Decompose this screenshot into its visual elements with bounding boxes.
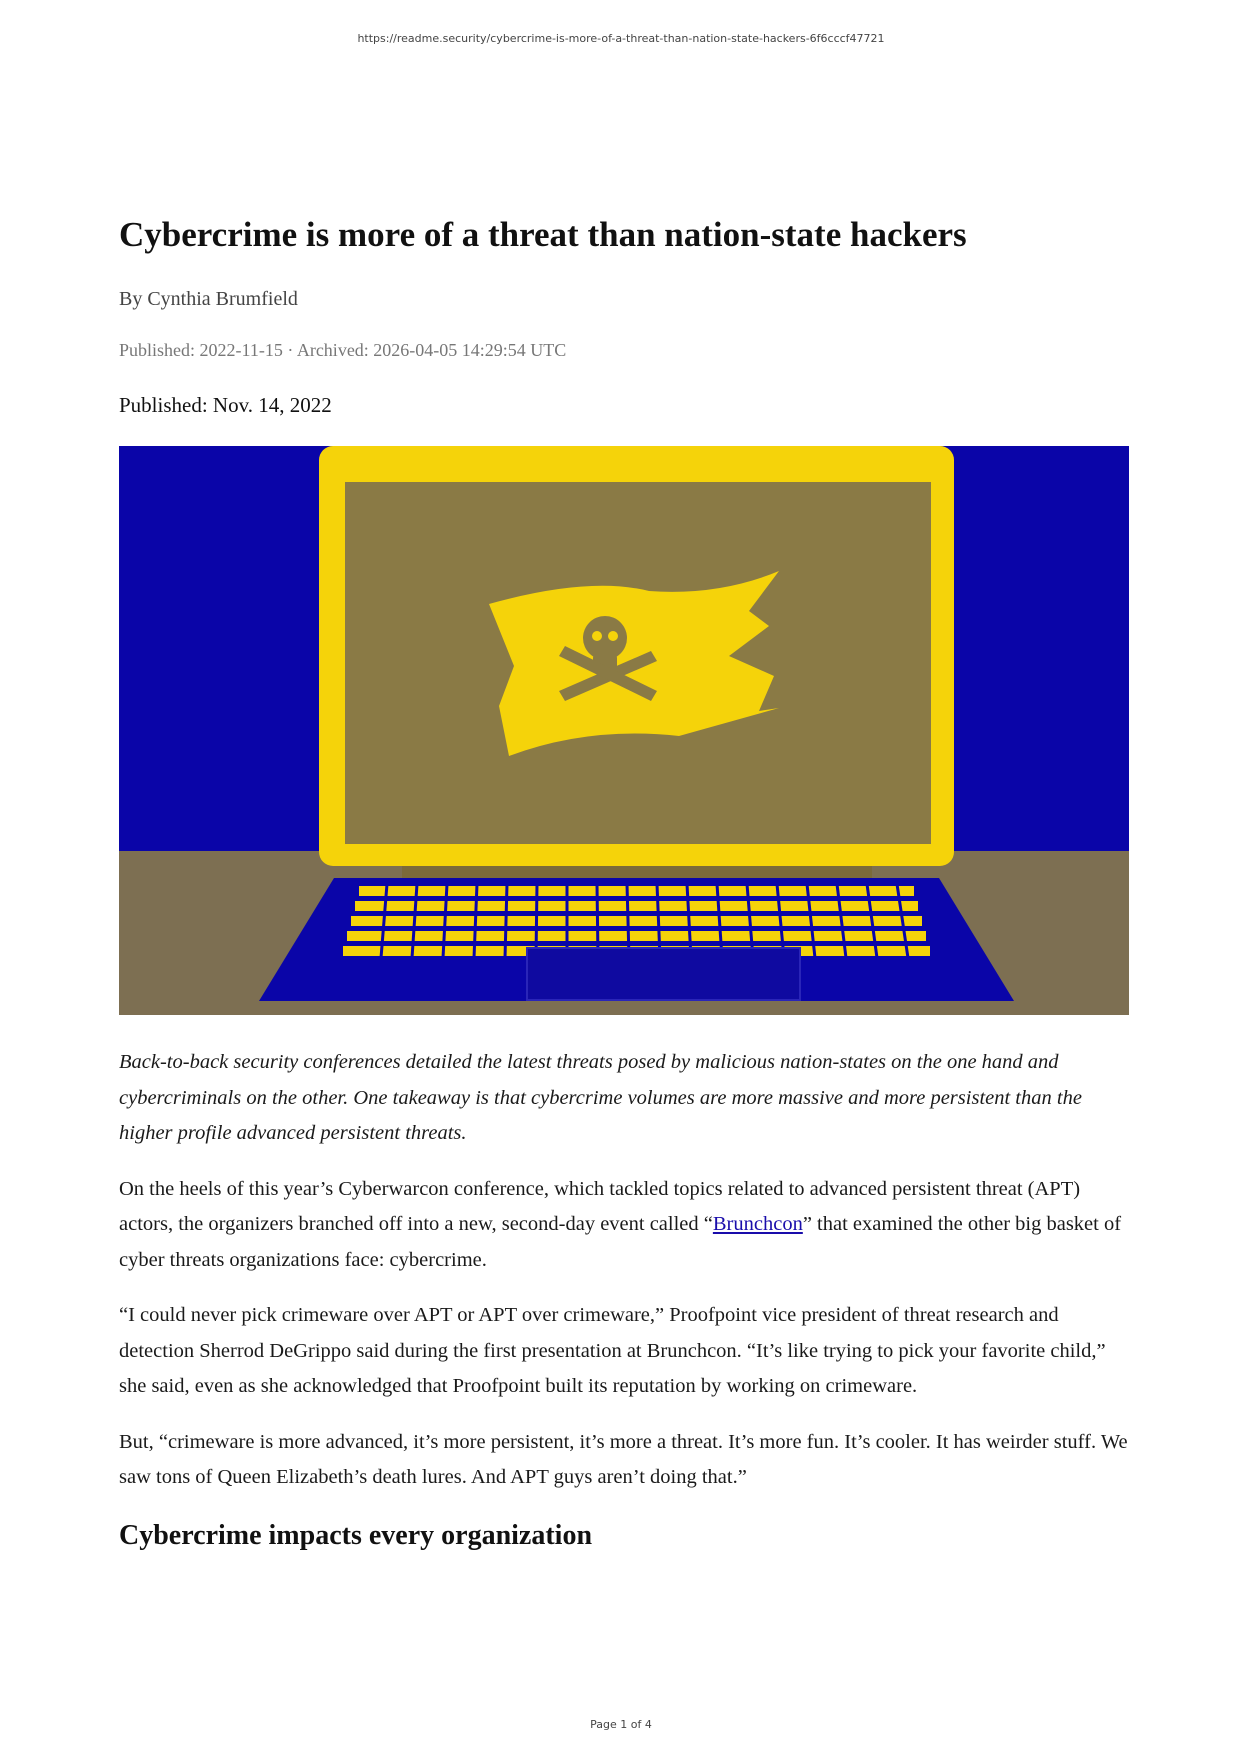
hero-image-laptop-pirate-flag [119, 446, 1129, 1015]
article-title: Cybercrime is more of a threat than nation-state hackers [119, 215, 967, 254]
article-meta: Published: 2022-11-15 · Archived: 2026-04-05 14:29:54 UTC [119, 340, 567, 360]
paragraph-text: On the heels of this year’s Cyberwarcon conference, which tackled topics related to advanced persistent threat (APT) actors, the organizers branched off into a new, second-day event called “ [119, 1177, 1081, 1235]
brunchcon-link[interactable]: Brunchcon [712, 1213, 803, 1235]
article-paragraph: “I could never pick crimeware over APT or APT over crimeware,” Proofpoint vice president of threat research and detection Sherrod DeGrippo said during the first presentation at Brunchcon. “It’s like trying to pick your favorite child,” she said, even as she acknowledged that Proofpoint built its reputation by working on crimeware. [119, 1304, 1106, 1397]
article-published-date: Published: Nov. 14, 2022 [119, 393, 332, 417]
article-paragraph [119, 1172, 1129, 1279]
page-number-footer: Page 1 of 4 [590, 1718, 652, 1731]
article-content [119, 210, 1129, 1551]
article-lede: Back-to-back security conferences detailed the latest threats posed by malicious nation-states on the one hand and cybercriminals on the other. One takeaway is that cybercrime volumes are more massive and more persistent than the higher profile advanced persistent threats. [119, 1051, 1082, 1144]
article-byline: By Cynthia Brumfield [119, 288, 298, 310]
article-paragraph: But, “crimeware is more advanced, it’s more persistent, it’s more a threat. It’s more fun. It’s cooler. It has weirder stuff. We saw tons of Queen Elizabeth’s death lures. And APT guys aren’t doing that.” [119, 1430, 1128, 1488]
article-body [119, 1045, 1129, 1556]
section-heading: Cybercrime impacts every organization [119, 1519, 593, 1551]
paragraph-text: ” that examined the other big basket of cyber threats organizations face: cybercrime. [119, 1213, 1122, 1271]
page-url-header: https://readme.security/cybercrime-is-more-of-a-threat-than-nation-state-hackers-6f6cccf47721 [357, 32, 885, 45]
